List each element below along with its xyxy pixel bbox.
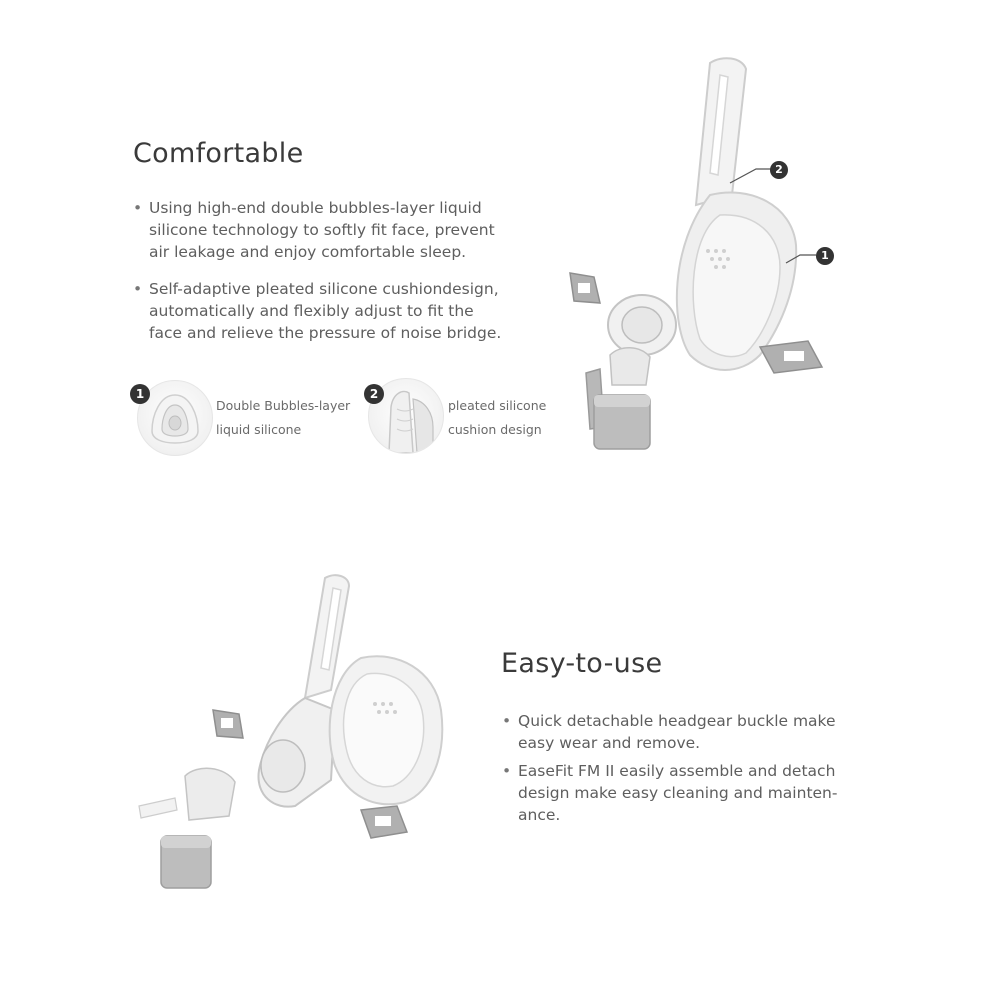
detail-1-line2: liquid silicone [216,422,302,437]
assembled-mask-image [560,55,850,460]
detail-1-line1: Double Bubbles-layer [216,398,351,413]
detail-1-badge: 1 [130,384,150,404]
detail-2-badge: 2 [364,384,384,404]
callout-badge-1: 1 [816,247,834,265]
exploded-mask-image [135,570,465,900]
easy-heading: Easy-to-use [501,648,663,679]
easy-bullet-list [502,710,852,841]
comfortable-bullet-list [133,197,503,359]
comfortable-bullet-1: • Using high-end double bubbles-layer liquid silicone technology to softly fit face, prevent air leakage and enjoy comfortable sleep. [133,197,503,263]
easy-bullet-1: • Quick detachable headgear buckle make easy wear and remove. [502,710,852,754]
easy-bullet-2: • EaseFit FM II easily assemble and detach design make easy cleaning and mainten-ance. [502,760,852,826]
exploded-mask-icon [135,570,465,900]
comfortable-bullet-2: • Self-adaptive pleated silicone cushiondesign, automatically and flexibly adjust to fit the face and relieve the pressure of noise bridge. [133,278,503,344]
detail-2-line2: cushion design [448,422,542,437]
full-face-mask-icon [560,55,850,460]
callout-badge-2: 2 [770,161,788,179]
comfortable-heading: Comfortable [133,138,304,169]
detail-2-line1: pleated silicone [448,398,547,413]
